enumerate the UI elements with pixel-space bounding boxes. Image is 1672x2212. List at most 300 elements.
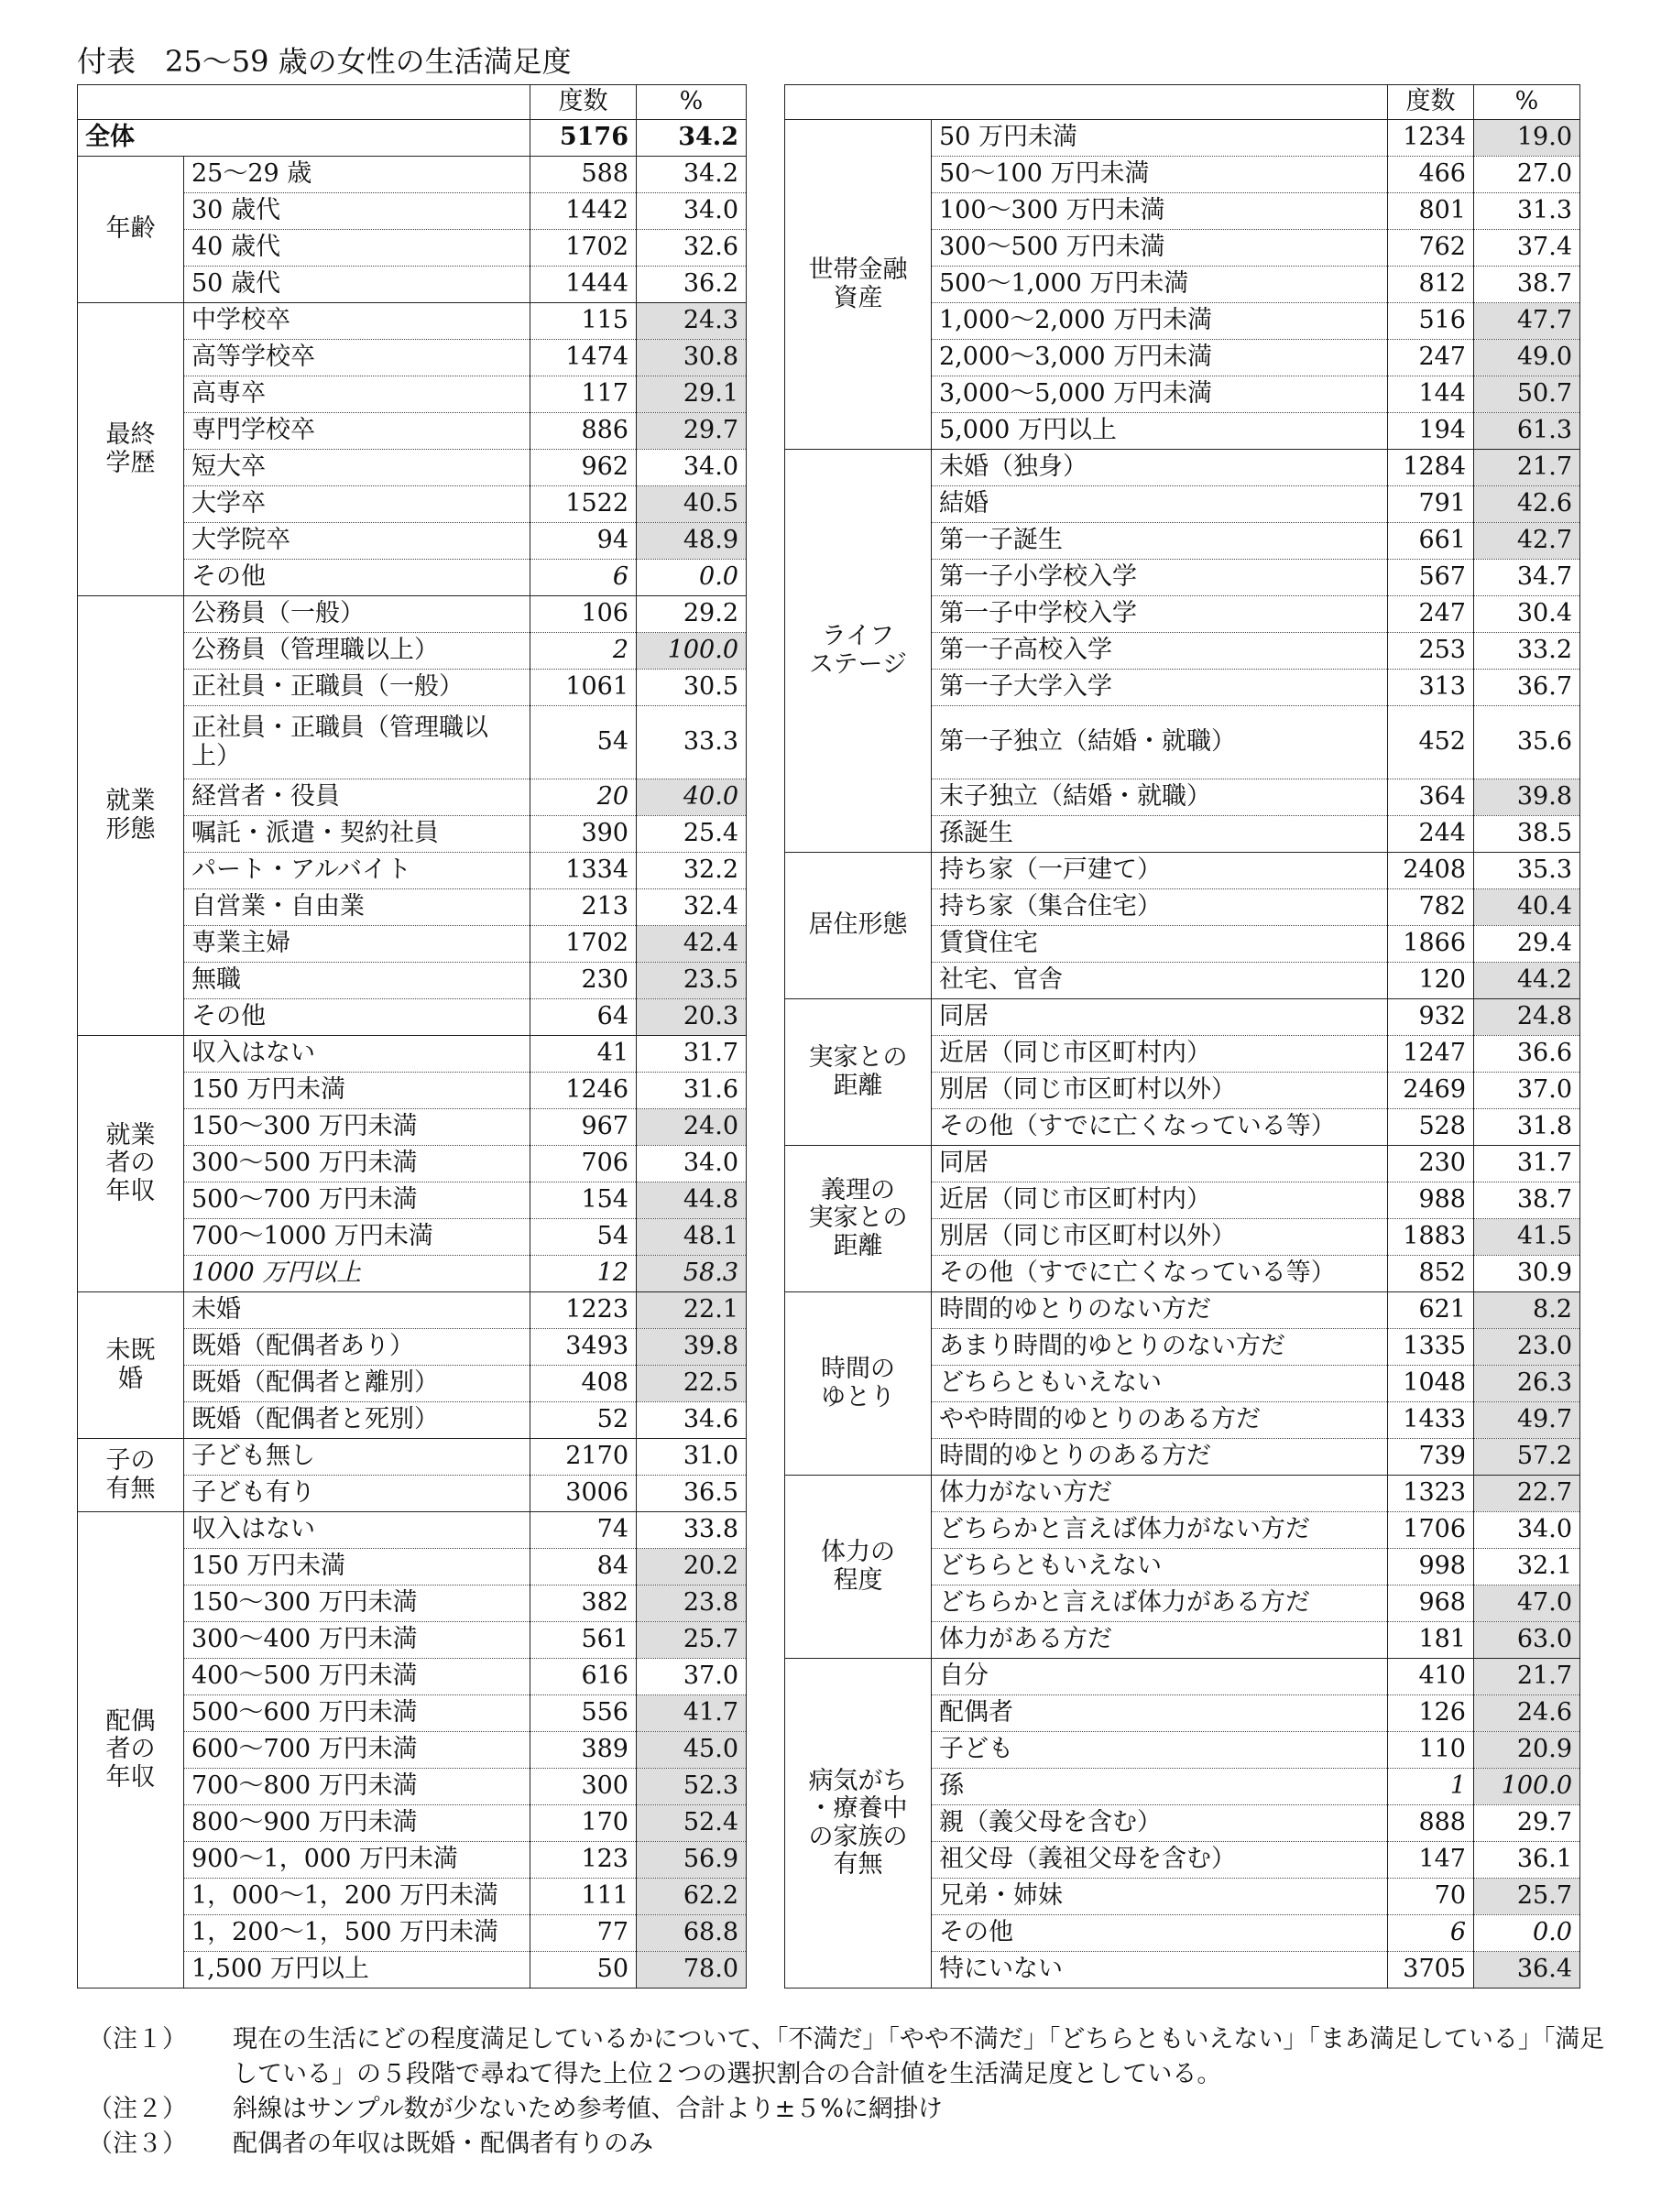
row-count: 588 xyxy=(530,157,637,193)
row-count: 111 xyxy=(530,1879,637,1915)
row-label: 第一子誕生 xyxy=(932,523,1388,560)
row-label: 時間的ゆとりのない方だ xyxy=(932,1292,1388,1329)
row-label: 700～1000 万円未満 xyxy=(184,1219,530,1256)
header-count: 度数 xyxy=(1388,85,1474,120)
row-label: 既婚（配偶者と離別） xyxy=(184,1366,530,1402)
row-label: あまり時間的ゆとりのない方だ xyxy=(932,1329,1388,1366)
row-pct: 40.5 xyxy=(637,486,747,523)
row-label: 150 万円未満 xyxy=(184,1549,530,1585)
row-count: 1866 xyxy=(1388,926,1474,963)
row-pct: 25.7 xyxy=(1474,1879,1580,1915)
row-count: 3006 xyxy=(530,1476,637,1512)
row-pct: 30.9 xyxy=(1474,1256,1580,1292)
row-pct: 52.4 xyxy=(637,1805,747,1842)
row-count: 123 xyxy=(530,1842,637,1879)
row-count: 932 xyxy=(1388,999,1474,1036)
row-label: 兄弟・姉妹 xyxy=(932,1879,1388,1915)
notes xyxy=(88,2022,1627,2162)
row-count: 1335 xyxy=(1388,1329,1474,1366)
row-pct: 38.7 xyxy=(1474,267,1580,303)
row-label: 専門学校卒 xyxy=(184,413,530,450)
total-pct: 34.2 xyxy=(637,120,747,157)
row-count: 1702 xyxy=(530,926,637,963)
row-pct: 36.7 xyxy=(1474,670,1580,706)
row-count: 253 xyxy=(1388,633,1474,670)
table-row xyxy=(78,1512,747,1549)
row-label: 収入はない xyxy=(184,1512,530,1549)
row-label: 自営業・自由業 xyxy=(184,889,530,926)
row-label: 高専卒 xyxy=(184,376,530,413)
row-pct: 29.4 xyxy=(1474,926,1580,963)
row-label: 特にいない xyxy=(932,1952,1388,1989)
row-label: 50 万円未満 xyxy=(932,120,1388,157)
row-pct: 40.4 xyxy=(1474,889,1580,926)
row-count: 556 xyxy=(530,1695,637,1732)
row-count: 1706 xyxy=(1388,1512,1474,1549)
row-pct: 52.3 xyxy=(637,1769,747,1805)
row-pct: 36.2 xyxy=(637,267,747,303)
note-text: 配偶者の年収は既婚・配偶者有りのみ xyxy=(233,2130,653,2158)
row-label: 近居（同じ市区町村内） xyxy=(932,1036,1388,1073)
left-table xyxy=(77,84,747,1989)
row-count: 115 xyxy=(530,303,637,340)
row-count: 230 xyxy=(1388,1146,1474,1182)
row-count: 408 xyxy=(530,1366,637,1402)
row-pct: 38.7 xyxy=(1474,1182,1580,1219)
row-label: 親（義父母を含む） xyxy=(932,1805,1388,1842)
row-label: その他（すでに亡くなっている等） xyxy=(932,1109,1388,1146)
row-label: 第一子高校入学 xyxy=(932,633,1388,670)
row-count: 126 xyxy=(1388,1695,1474,1732)
row-pct: 33.8 xyxy=(637,1512,747,1549)
row-count: 1048 xyxy=(1388,1366,1474,1402)
row-pct: 47.7 xyxy=(1474,303,1580,340)
row-count: 791 xyxy=(1388,486,1474,523)
row-count: 1444 xyxy=(530,267,637,303)
row-pct: 24.8 xyxy=(1474,999,1580,1036)
row-label: 800～900 万円未満 xyxy=(184,1805,530,1842)
row-count: 20 xyxy=(530,779,637,816)
row-count: 967 xyxy=(530,1109,637,1146)
row-count: 1474 xyxy=(530,340,637,376)
row-pct: 27.0 xyxy=(1474,157,1580,193)
row-pct: 22.1 xyxy=(637,1292,747,1329)
row-pct: 24.6 xyxy=(1474,1695,1580,1732)
row-count: 3493 xyxy=(530,1329,637,1366)
row-count: 74 xyxy=(530,1512,637,1549)
group-category: 義理の 実家との 距離 xyxy=(785,1146,932,1292)
row-count: 54 xyxy=(530,706,637,779)
row-count: 106 xyxy=(530,596,637,633)
row-count: 516 xyxy=(1388,303,1474,340)
row-label: その他 xyxy=(184,560,530,596)
row-label: 5,000 万円以上 xyxy=(932,413,1388,450)
note-label: （注１） xyxy=(88,2025,187,2054)
group-category: 体力の 程度 xyxy=(785,1476,932,1659)
row-label: 自分 xyxy=(932,1659,1388,1695)
row-label: 25～29 歳 xyxy=(184,157,530,193)
row-pct: 31.7 xyxy=(1474,1146,1580,1182)
group-category: 病気がち ・療養中 の家族の 有無 xyxy=(785,1659,932,1989)
header-row xyxy=(78,85,747,120)
row-pct: 22.5 xyxy=(637,1366,747,1402)
row-label: 30 歳代 xyxy=(184,193,530,230)
row-label: 配偶者 xyxy=(932,1695,1388,1732)
row-count: 616 xyxy=(530,1659,637,1695)
row-label: 収入はない xyxy=(184,1036,530,1073)
row-label: 1，200～1，500 万円未満 xyxy=(184,1915,530,1952)
total-row xyxy=(78,120,747,157)
row-label: その他（すでに亡くなっている等） xyxy=(932,1256,1388,1292)
row-pct: 32.6 xyxy=(637,230,747,267)
header-pct: % xyxy=(637,85,747,120)
row-label: その他 xyxy=(184,999,530,1036)
row-label: 祖父母（義祖父母を含む） xyxy=(932,1842,1388,1879)
row-pct: 36.1 xyxy=(1474,1842,1580,1879)
row-pct: 50.7 xyxy=(1474,376,1580,413)
row-count: 1246 xyxy=(530,1073,637,1109)
row-count: 528 xyxy=(1388,1109,1474,1146)
row-pct: 29.1 xyxy=(637,376,747,413)
row-count: 170 xyxy=(530,1805,637,1842)
row-pct: 29.2 xyxy=(637,596,747,633)
row-pct: 21.7 xyxy=(1474,1659,1580,1695)
row-label: 近居（同じ市区町村内） xyxy=(932,1182,1388,1219)
group-category: 未既 婚 xyxy=(78,1292,184,1439)
group-category: 就業 形態 xyxy=(78,596,184,1036)
row-label: 150～300 万円未満 xyxy=(184,1109,530,1146)
row-count: 50 xyxy=(530,1952,637,1989)
row-pct: 100.0 xyxy=(1474,1769,1580,1805)
group-category: 世帯金融 資産 xyxy=(785,120,932,450)
row-count: 12 xyxy=(530,1256,637,1292)
row-count: 181 xyxy=(1388,1622,1474,1659)
row-count: 1334 xyxy=(530,853,637,889)
row-pct: 31.0 xyxy=(637,1439,747,1476)
row-label: 300～400 万円未満 xyxy=(184,1622,530,1659)
row-label: 600～700 万円未満 xyxy=(184,1732,530,1769)
note-text: 斜線はサンプル数が少ないため参考値、合計より±５%に網掛け xyxy=(233,2095,943,2123)
row-count: 110 xyxy=(1388,1732,1474,1769)
row-pct: 22.7 xyxy=(1474,1476,1580,1512)
row-pct: 33.2 xyxy=(1474,633,1580,670)
group-category: 就業 者の 年収 xyxy=(78,1036,184,1292)
row-count: 1223 xyxy=(530,1292,637,1329)
row-count: 2469 xyxy=(1388,1073,1474,1109)
row-count: 244 xyxy=(1388,816,1474,853)
row-label: 結婚 xyxy=(932,486,1388,523)
table-row xyxy=(78,596,747,633)
row-pct: 33.3 xyxy=(637,706,747,779)
row-label: 100～300 万円未満 xyxy=(932,193,1388,230)
row-pct: 34.0 xyxy=(637,1146,747,1182)
row-pct: 35.6 xyxy=(1474,706,1580,779)
row-label: 別居（同じ市区町村以外） xyxy=(932,1073,1388,1109)
row-count: 410 xyxy=(1388,1659,1474,1695)
row-count: 300 xyxy=(530,1769,637,1805)
row-pct: 36.5 xyxy=(637,1476,747,1512)
row-count: 968 xyxy=(1388,1585,1474,1622)
row-count: 2170 xyxy=(530,1439,637,1476)
group-category: 最終 学歴 xyxy=(78,303,184,596)
row-label: 正社員・正職員（一般） xyxy=(184,670,530,706)
row-label: 専業主婦 xyxy=(184,926,530,963)
row-pct: 63.0 xyxy=(1474,1622,1580,1659)
row-count: 6 xyxy=(530,560,637,596)
row-count: 313 xyxy=(1388,670,1474,706)
note-label: （注３） xyxy=(88,2130,187,2158)
row-label: 公務員（管理職以上） xyxy=(184,633,530,670)
row-count: 852 xyxy=(1388,1256,1474,1292)
row-label: 300～500 万円未満 xyxy=(932,230,1388,267)
row-label: 別居（同じ市区町村以外） xyxy=(932,1219,1388,1256)
row-label: 50 歳代 xyxy=(184,267,530,303)
row-label: 同居 xyxy=(932,1146,1388,1182)
row-pct: 31.3 xyxy=(1474,193,1580,230)
row-count: 661 xyxy=(1388,523,1474,560)
row-count: 117 xyxy=(530,376,637,413)
row-count: 154 xyxy=(530,1182,637,1219)
row-count: 390 xyxy=(530,816,637,853)
row-label: 正社員・正職員（管理職以上） xyxy=(184,706,530,779)
row-pct: 47.0 xyxy=(1474,1585,1580,1622)
note-item xyxy=(88,2092,1627,2127)
row-pct: 32.4 xyxy=(637,889,747,926)
row-label: 3,000～5,000 万円未満 xyxy=(932,376,1388,413)
row-count: 1234 xyxy=(1388,120,1474,157)
note-item xyxy=(88,2127,1627,2162)
right-table xyxy=(784,84,1580,1989)
row-pct: 37.0 xyxy=(637,1659,747,1695)
row-count: 70 xyxy=(1388,1879,1474,1915)
row-label: 500～1,000 万円未満 xyxy=(932,267,1388,303)
header-blank xyxy=(785,85,1388,120)
row-label: 第一子大学入学 xyxy=(932,670,1388,706)
row-count: 567 xyxy=(1388,560,1474,596)
row-label: どちらともいえない xyxy=(932,1549,1388,1585)
row-count: 998 xyxy=(1388,1549,1474,1585)
row-pct: 34.7 xyxy=(1474,560,1580,596)
row-label: やや時間的ゆとりのある方だ xyxy=(932,1402,1388,1439)
row-label: 2,000～3,000 万円未満 xyxy=(932,340,1388,376)
row-count: 230 xyxy=(530,963,637,999)
row-label: 持ち家（一戸建て） xyxy=(932,853,1388,889)
row-pct: 39.8 xyxy=(637,1329,747,1366)
row-count: 1323 xyxy=(1388,1476,1474,1512)
total-count: 5176 xyxy=(530,120,637,157)
row-label: その他 xyxy=(932,1915,1388,1952)
row-count: 52 xyxy=(530,1402,637,1439)
note-label: （注２） xyxy=(88,2095,187,2123)
row-pct: 24.0 xyxy=(637,1109,747,1146)
header-pct: % xyxy=(1474,85,1580,120)
row-pct: 45.0 xyxy=(637,1732,747,1769)
row-label: 40 歳代 xyxy=(184,230,530,267)
row-label: 既婚（配偶者と死別） xyxy=(184,1402,530,1439)
row-pct: 32.1 xyxy=(1474,1549,1580,1585)
row-count: 389 xyxy=(530,1732,637,1769)
row-count: 452 xyxy=(1388,706,1474,779)
row-pct: 48.9 xyxy=(637,523,747,560)
row-label: 150～300 万円未満 xyxy=(184,1585,530,1622)
table-row xyxy=(785,1659,1580,1695)
row-label: 同居 xyxy=(932,999,1388,1036)
row-label: 無職 xyxy=(184,963,530,999)
row-count: 3705 xyxy=(1388,1952,1474,1989)
row-pct: 25.4 xyxy=(637,816,747,853)
row-count: 466 xyxy=(1388,157,1474,193)
row-label: 体力がない方だ xyxy=(932,1476,1388,1512)
group-category: 実家との 距離 xyxy=(785,999,932,1146)
table-row xyxy=(785,1476,1580,1512)
row-pct: 23.0 xyxy=(1474,1329,1580,1366)
row-pct: 58.3 xyxy=(637,1256,747,1292)
row-count: 2408 xyxy=(1388,853,1474,889)
row-label: 既婚（配偶者あり） xyxy=(184,1329,530,1366)
row-label: 大学卒 xyxy=(184,486,530,523)
table-row xyxy=(785,1146,1580,1182)
row-count: 144 xyxy=(1388,376,1474,413)
header-row xyxy=(785,85,1580,120)
table-row xyxy=(785,450,1580,486)
group-category: 配偶 者の 年収 xyxy=(78,1512,184,1989)
row-pct: 20.2 xyxy=(637,1549,747,1585)
note-text: 現在の生活にどの程度満足しているかについて、「不満だ」「やや不満だ」「どちらともいえない」「まあ満足している」「満足している」の５段階で尋ねて得た上位２つの選択割合の合計値を生活満足度としている。 xyxy=(233,2025,1605,2088)
row-pct: 30.5 xyxy=(637,670,747,706)
row-pct: 25.7 xyxy=(637,1622,747,1659)
row-pct: 34.0 xyxy=(1474,1512,1580,1549)
row-pct: 0.0 xyxy=(1474,1915,1580,1952)
row-pct: 32.2 xyxy=(637,853,747,889)
row-pct: 68.8 xyxy=(637,1915,747,1952)
row-label: 子ども有り xyxy=(184,1476,530,1512)
row-count: 2 xyxy=(530,633,637,670)
row-label: どちらかと言えば体力がない方だ xyxy=(932,1512,1388,1549)
row-count: 1433 xyxy=(1388,1402,1474,1439)
row-count: 1284 xyxy=(1388,450,1474,486)
row-pct: 21.7 xyxy=(1474,450,1580,486)
row-label: 400～500 万円未満 xyxy=(184,1659,530,1695)
row-pct: 30.4 xyxy=(1474,596,1580,633)
row-pct: 39.8 xyxy=(1474,779,1580,816)
row-pct: 31.6 xyxy=(637,1073,747,1109)
row-label: 時間的ゆとりのある方だ xyxy=(932,1439,1388,1476)
group-category: 子の 有無 xyxy=(78,1439,184,1512)
row-label: 1,500 万円以上 xyxy=(184,1952,530,1989)
row-label: 第一子小学校入学 xyxy=(932,560,1388,596)
row-count: 6 xyxy=(1388,1915,1474,1952)
row-label: 700～800 万円未満 xyxy=(184,1769,530,1805)
row-label: 短大卒 xyxy=(184,450,530,486)
row-pct: 44.2 xyxy=(1474,963,1580,999)
row-pct: 49.0 xyxy=(1474,340,1580,376)
row-pct: 31.8 xyxy=(1474,1109,1580,1146)
row-count: 94 xyxy=(530,523,637,560)
table-row xyxy=(785,999,1580,1036)
row-count: 41 xyxy=(530,1036,637,1073)
row-label: 900～1，000 万円未満 xyxy=(184,1842,530,1879)
row-label: 150 万円未満 xyxy=(184,1073,530,1109)
row-pct: 0.0 xyxy=(637,560,747,596)
row-label: 1000 万円以上 xyxy=(184,1256,530,1292)
row-label: 子ども無し xyxy=(184,1439,530,1476)
row-count: 886 xyxy=(530,413,637,450)
row-pct: 61.3 xyxy=(1474,413,1580,450)
group-category: ライフ ステージ xyxy=(785,450,932,853)
row-label: 子ども xyxy=(932,1732,1388,1769)
row-pct: 35.3 xyxy=(1474,853,1580,889)
row-pct: 34.0 xyxy=(637,193,747,230)
row-pct: 62.2 xyxy=(637,1879,747,1915)
table-row xyxy=(78,1036,747,1073)
row-label: 大学院卒 xyxy=(184,523,530,560)
row-pct: 29.7 xyxy=(637,413,747,450)
row-pct: 24.3 xyxy=(637,303,747,340)
row-count: 739 xyxy=(1388,1439,1474,1476)
row-label: 第一子独立（結婚・就職） xyxy=(932,706,1388,779)
row-label: どちらともいえない xyxy=(932,1366,1388,1402)
table-row xyxy=(785,853,1580,889)
row-count: 888 xyxy=(1388,1805,1474,1842)
row-label: 1,000～2,000 万円未満 xyxy=(932,303,1388,340)
row-label: 末子独立（結婚・就職） xyxy=(932,779,1388,816)
row-count: 762 xyxy=(1388,230,1474,267)
row-count: 84 xyxy=(530,1549,637,1585)
row-label: 未婚 xyxy=(184,1292,530,1329)
row-pct: 26.3 xyxy=(1474,1366,1580,1402)
row-label: 高等学校卒 xyxy=(184,340,530,376)
table-row xyxy=(785,1292,1580,1329)
row-label: 500～700 万円未満 xyxy=(184,1182,530,1219)
row-pct: 8.2 xyxy=(1474,1292,1580,1329)
row-pct: 19.0 xyxy=(1474,120,1580,157)
row-label: 1，000～1，200 万円未満 xyxy=(184,1879,530,1915)
row-pct: 49.7 xyxy=(1474,1402,1580,1439)
row-count: 1061 xyxy=(530,670,637,706)
table-row xyxy=(78,157,747,193)
row-count: 782 xyxy=(1388,889,1474,926)
row-pct: 56.9 xyxy=(637,1842,747,1879)
row-pct: 34.0 xyxy=(637,450,747,486)
row-count: 213 xyxy=(530,889,637,926)
group-category: 居住形態 xyxy=(785,853,932,999)
row-count: 561 xyxy=(530,1622,637,1659)
row-label: 体力がある方だ xyxy=(932,1622,1388,1659)
row-count: 247 xyxy=(1388,340,1474,376)
header-count: 度数 xyxy=(530,85,637,120)
row-pct: 20.3 xyxy=(637,999,747,1036)
group-category: 年齢 xyxy=(78,157,184,303)
page-title: 付表 25～59 歳の女性の生活満足度 xyxy=(77,44,572,79)
row-label: どちらかと言えば体力がある方だ xyxy=(932,1585,1388,1622)
row-label: 嘱託・派遣・契約社員 xyxy=(184,816,530,853)
row-count: 621 xyxy=(1388,1292,1474,1329)
row-pct: 37.4 xyxy=(1474,230,1580,267)
row-pct: 100.0 xyxy=(637,633,747,670)
row-label: 社宅、官舎 xyxy=(932,963,1388,999)
row-pct: 23.8 xyxy=(637,1585,747,1622)
row-count: 962 xyxy=(530,450,637,486)
row-count: 194 xyxy=(1388,413,1474,450)
row-label: 第一子中学校入学 xyxy=(932,596,1388,633)
row-count: 812 xyxy=(1388,267,1474,303)
row-count: 1702 xyxy=(530,230,637,267)
row-label: 50～100 万円未満 xyxy=(932,157,1388,193)
row-label: 持ち家（集合住宅） xyxy=(932,889,1388,926)
row-pct: 41.7 xyxy=(637,1695,747,1732)
row-count: 1247 xyxy=(1388,1036,1474,1073)
row-pct: 44.8 xyxy=(637,1182,747,1219)
